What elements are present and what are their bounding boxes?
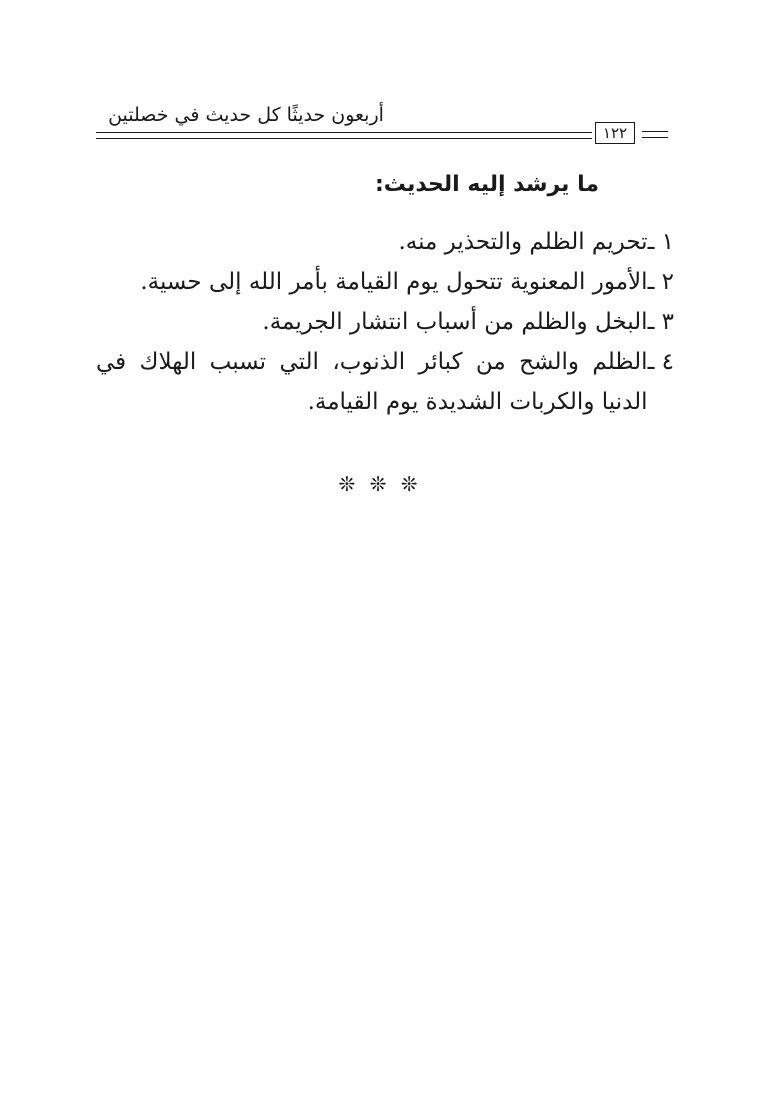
list-item-number: ٣ ـ [647,309,674,335]
points-list [96,222,674,422]
list-item-text: تحريم الظلم والتحذير منه. [398,229,648,255]
section-heading: ما يرشد إليه الحديث: [375,172,599,197]
list-item [96,342,674,422]
list-item-text: الظلم والشح من كبائر الذنوب، التي تسبب الهلاك في الدنيا والكربات الشديدة يوم القيامة. [96,349,648,415]
list-item-text: الأمور المعنوية تتحول يوم القيامة بأمر الله إلى حسية. [140,269,648,295]
list-item [96,262,674,302]
running-title: أربعون حديثًا كل حديث في خصلتين [108,104,384,126]
section-separator: ❊ ❊ ❊ [338,472,422,496]
list-item [96,222,674,262]
header-rule-line [96,138,592,139]
list-item-number: ١ ـ [647,229,674,255]
list-item-number: ٢ ـ [647,269,674,295]
header-dash [642,137,668,138]
list-item-text: البخل والظلم من أسباب انتشار الجريمة. [262,309,648,335]
header-dash [642,131,668,132]
list-item-number: ٤ ـ [647,349,674,375]
list-item [96,302,674,342]
page-number: ١٢٢ [595,122,635,144]
header-rule-line [96,132,592,133]
header-rule [96,124,674,144]
